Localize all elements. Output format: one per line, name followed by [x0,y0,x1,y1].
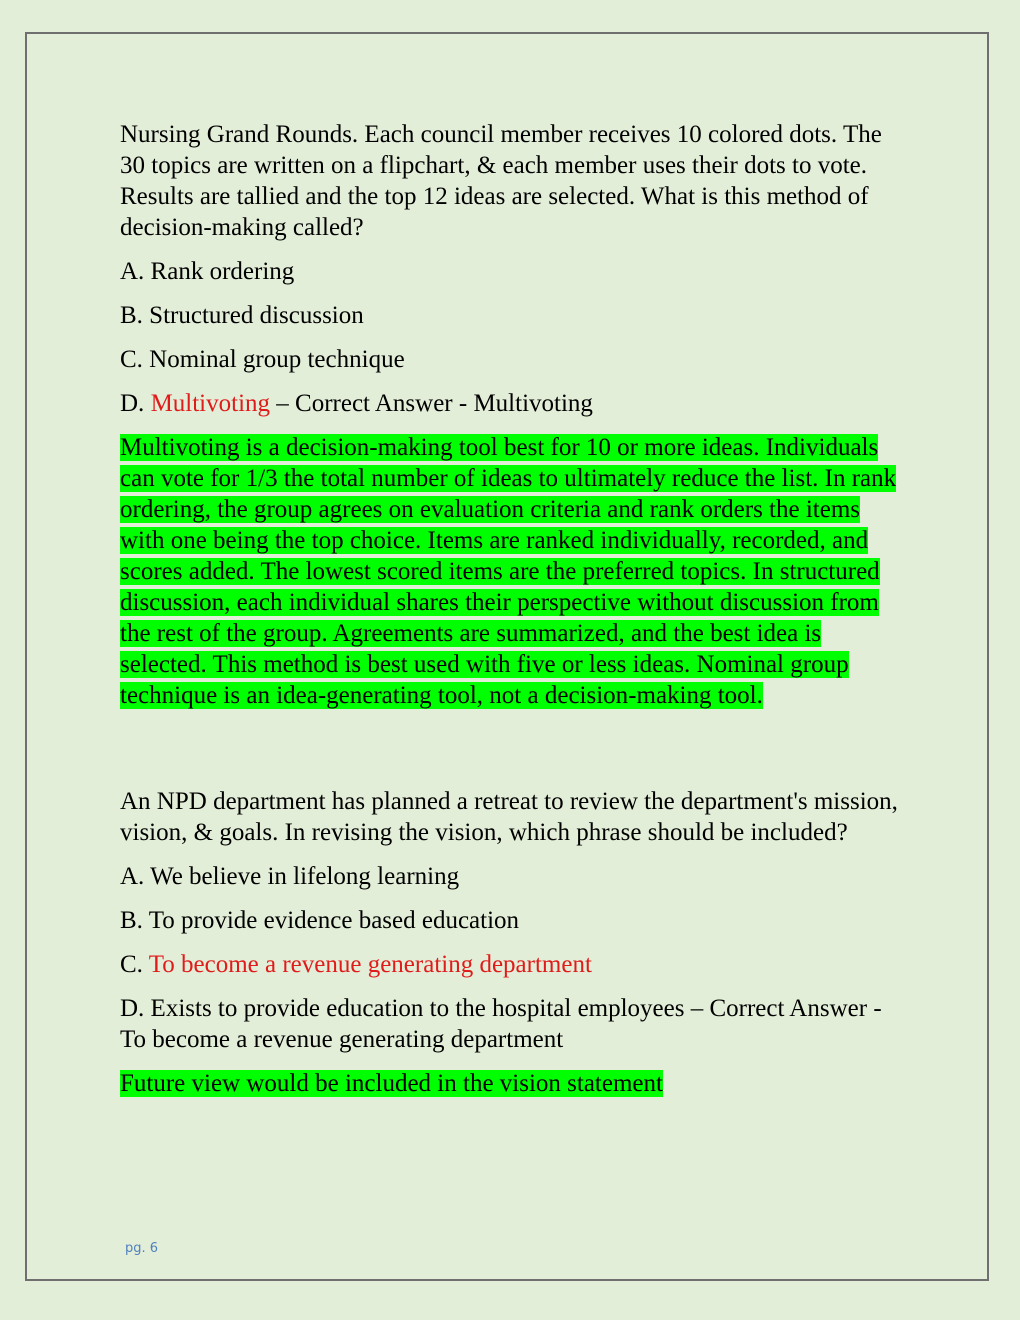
question-1-option-c: C. Nominal group technique [120,346,405,373]
page-content [120,119,902,1112]
question-2-option-b: B. To provide evidence based education [120,907,520,934]
question-1 [120,119,902,711]
rationale-highlight: Future view would be included in the vision statement [120,1070,663,1097]
question-2-option-a: A. We believe in lifelong learning [120,863,460,890]
question-spacer [120,724,902,786]
option-d-answer-text: Multivoting [150,390,271,417]
option-c-answer-text: To become a revenue generating department [148,951,592,978]
question-2-option-c [120,949,902,980]
option-c-prefix: C. [120,951,149,978]
rationale-highlight: Multivoting is a decision-making tool best for 10 or more ideas. Individuals can vote for 1/3 the total number of ideas to ultimately reduce the list. In rank ordering, the group agrees on evaluation criteria and rank orders the items with one being the top choice. Items are ranked individually, recorded, and scores added. The lowest scored items are the preferred topics. In structured discussion, each individual shares their perspective without discussion from the rest of the group. Agreements are summarized, and the best idea is selected. This method is best used with five or less ideas. Nominal group technique is an idea-generating tool, not a decision-making tool. [120,434,897,709]
question-2-option-d: D. Exists to provide education to the hospital employees – Correct Answer - To become a revenue generating department [120,995,882,1053]
question-1-option-b: B. Structured discussion [120,302,364,329]
question-1-rationale [120,432,902,711]
question-1-option-a: A. Rank ordering [120,258,295,285]
question-2-stem: An NPD department has planned a retreat to review the department's mission, vision, & goals. In revising the vision, which phrase should be included? [120,788,898,846]
question-2 [120,786,902,1099]
question-1-stem: Nursing Grand Rounds. Each council member receives 10 colored dots. The 30 topics are written on a flipchart, & each member uses their dots to vote. Results are tallied and the top 12 ideas are selected. What is this method of decision-making called? [120,121,882,241]
option-d-prefix: D. [120,390,151,417]
question-1-option-d [120,388,902,419]
option-d-correct-answer: – Correct Answer - Multivoting [270,390,593,417]
page-number: pg. 6 [125,1241,159,1256]
question-2-rationale [120,1068,902,1099]
